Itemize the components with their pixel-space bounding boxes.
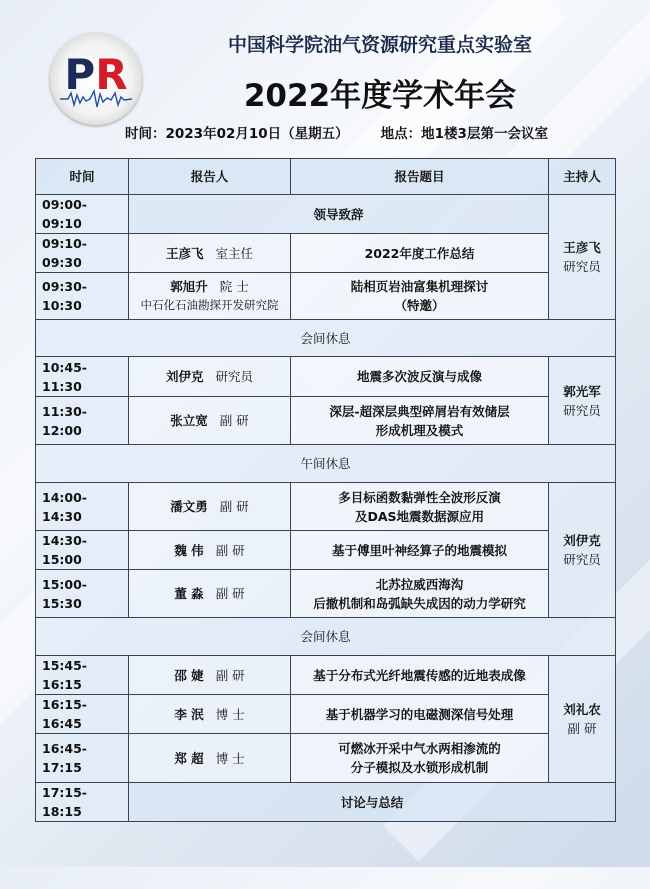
topic-line: 深层-超深层典型碎屑岩有效储层 bbox=[329, 403, 510, 419]
speaker-title: 副 研 bbox=[215, 542, 245, 558]
topic-cell bbox=[291, 570, 549, 618]
host-cell bbox=[549, 357, 616, 445]
table-row bbox=[36, 570, 616, 618]
column-header-time: 时间 bbox=[36, 159, 129, 195]
row-event: 领导致辞 bbox=[129, 195, 549, 234]
row-time: 09:30-10:30 bbox=[36, 273, 129, 320]
table-row bbox=[36, 195, 616, 234]
topic-line: 及DAS地震数据源应用 bbox=[354, 508, 485, 524]
speaker-name: 王彦飞 bbox=[165, 245, 204, 261]
table-row bbox=[36, 531, 616, 570]
speaker-name: 董 淼 bbox=[174, 586, 204, 601]
header bbox=[0, 0, 650, 150]
speaker-name: 郭旭升 bbox=[170, 279, 208, 294]
host-title: 研究员 bbox=[563, 402, 601, 418]
row-time: 14:30-15:00 bbox=[36, 531, 129, 570]
speaker-cell bbox=[129, 397, 291, 445]
organization-name: 中国科学院油气资源研究重点实验室 bbox=[227, 34, 532, 56]
topic-cell bbox=[291, 734, 549, 783]
column-header-topic: 报告题目 bbox=[291, 159, 549, 195]
table-row bbox=[36, 734, 616, 783]
host-cell bbox=[549, 195, 616, 320]
table-row bbox=[36, 783, 616, 822]
speaker-cell bbox=[129, 695, 291, 734]
table-row bbox=[36, 656, 616, 695]
logo-p: P bbox=[64, 50, 96, 99]
row-time: 09:00-09:10 bbox=[36, 195, 129, 234]
host-name: 王彦飞 bbox=[563, 240, 601, 255]
row-time: 10:45-11:30 bbox=[36, 357, 129, 397]
table-row bbox=[36, 397, 616, 445]
speaker-cell bbox=[129, 656, 291, 695]
speaker-affiliation: 中石化石油勘探开发研究院 bbox=[140, 298, 279, 312]
meeting-place: 地点：地1楼3层第一会议室 bbox=[380, 126, 548, 142]
row-time: 11:30-12:00 bbox=[36, 397, 129, 445]
host-title: 研究员 bbox=[563, 552, 601, 567]
seismic-wave-icon bbox=[50, 33, 142, 125]
topic-line: （特邀） bbox=[394, 298, 445, 313]
break-label: 会间休息 bbox=[36, 320, 616, 357]
schedule-table bbox=[35, 158, 616, 822]
row-time: 14:00-14:30 bbox=[36, 483, 129, 531]
speaker-name: 张立宽 bbox=[170, 413, 208, 428]
table-row bbox=[36, 483, 616, 531]
host-name: 刘礼农 bbox=[563, 702, 601, 717]
speaker-title: 副 研 bbox=[219, 413, 249, 428]
speaker-cell bbox=[129, 531, 291, 570]
topic-cell: 地震多次波反演与成像 bbox=[291, 357, 549, 397]
topic-cell bbox=[291, 483, 549, 531]
pr-logo bbox=[50, 33, 142, 125]
speaker-name: 郑 超 bbox=[174, 750, 204, 766]
topic-cell: 基于傅里叶神经算子的地震模拟 bbox=[291, 531, 549, 570]
topic-cell: 基于机器学习的电磁测深信号处理 bbox=[291, 695, 549, 734]
speaker-title: 博 士 bbox=[215, 706, 245, 722]
speaker-cell bbox=[129, 483, 291, 531]
logo-r: R bbox=[95, 50, 128, 99]
speaker-title: 院 士 bbox=[219, 279, 249, 294]
speaker-cell bbox=[129, 570, 291, 618]
topic-line: 多目标函数黏弹性全波形反演 bbox=[338, 489, 501, 505]
table-row bbox=[36, 234, 616, 273]
host-name: 刘伊克 bbox=[563, 533, 601, 548]
topic-line: 陆相页岩油富集机理探讨 bbox=[350, 279, 489, 294]
topic-line: 分子模拟及水锁形成机制 bbox=[350, 760, 489, 775]
table-header-row bbox=[36, 159, 616, 195]
speaker-title: 副 研 bbox=[215, 586, 245, 601]
speaker-cell bbox=[129, 357, 291, 397]
row-time: 17:15-18:15 bbox=[36, 783, 129, 822]
host-cell bbox=[549, 483, 616, 618]
row-event: 讨论与总结 bbox=[129, 783, 616, 822]
meeting-info bbox=[125, 122, 615, 142]
page-title: 2022年度学术年会 bbox=[243, 78, 517, 114]
topic-cell: 基于分布式光纤地震传感的近地表成像 bbox=[291, 656, 549, 695]
table-row bbox=[36, 357, 616, 397]
meeting-time: 时间：2023年02月10日（星期五） bbox=[125, 126, 349, 142]
speaker-cell bbox=[129, 734, 291, 783]
row-time: 16:15-16:45 bbox=[36, 695, 129, 734]
speaker-name: 潘文勇 bbox=[170, 499, 208, 514]
table-row bbox=[36, 273, 616, 320]
topic-cell bbox=[291, 397, 549, 445]
speaker-cell bbox=[129, 234, 291, 273]
host-title: 研究员 bbox=[563, 259, 601, 274]
speaker-name: 李 泯 bbox=[174, 706, 204, 722]
speaker-title: 副 研 bbox=[215, 667, 245, 683]
speaker-cell bbox=[129, 273, 291, 320]
table-row bbox=[36, 695, 616, 734]
host-cell bbox=[549, 656, 616, 783]
host-name: 郭光军 bbox=[563, 383, 601, 399]
row-time: 16:45-17:15 bbox=[36, 734, 129, 783]
speaker-name: 刘伊克 bbox=[165, 369, 204, 384]
break-row bbox=[36, 320, 616, 357]
column-header-speaker: 报告人 bbox=[129, 159, 291, 195]
row-time: 09:10-09:30 bbox=[36, 234, 129, 273]
speaker-title: 副 研 bbox=[219, 499, 249, 514]
break-label: 午间休息 bbox=[36, 445, 616, 483]
break-row bbox=[36, 618, 616, 656]
topic-line: 后撤机制和岛弧缺失成因的动力学研究 bbox=[313, 595, 526, 611]
speaker-name: 邵 婕 bbox=[174, 667, 204, 683]
speaker-title: 博 士 bbox=[215, 750, 245, 766]
break-label: 会间休息 bbox=[36, 618, 616, 656]
column-header-host: 主持人 bbox=[549, 159, 616, 195]
row-time: 15:00-15:30 bbox=[36, 570, 129, 618]
topic-cell: 2022年度工作总结 bbox=[291, 234, 549, 273]
topic-line: 北苏拉威西海沟 bbox=[375, 576, 464, 592]
topic-line: 可燃冰开采中气水两相渗流的 bbox=[338, 741, 501, 756]
speaker-title: 室主任 bbox=[215, 245, 254, 261]
topic-line: 形成机理及模式 bbox=[375, 422, 464, 438]
break-row bbox=[36, 445, 616, 483]
topic-cell bbox=[291, 273, 549, 320]
row-time: 15:45-16:15 bbox=[36, 656, 129, 695]
host-title: 副 研 bbox=[567, 721, 597, 736]
speaker-title: 研究员 bbox=[215, 369, 254, 384]
speaker-name: 魏 伟 bbox=[174, 542, 204, 558]
